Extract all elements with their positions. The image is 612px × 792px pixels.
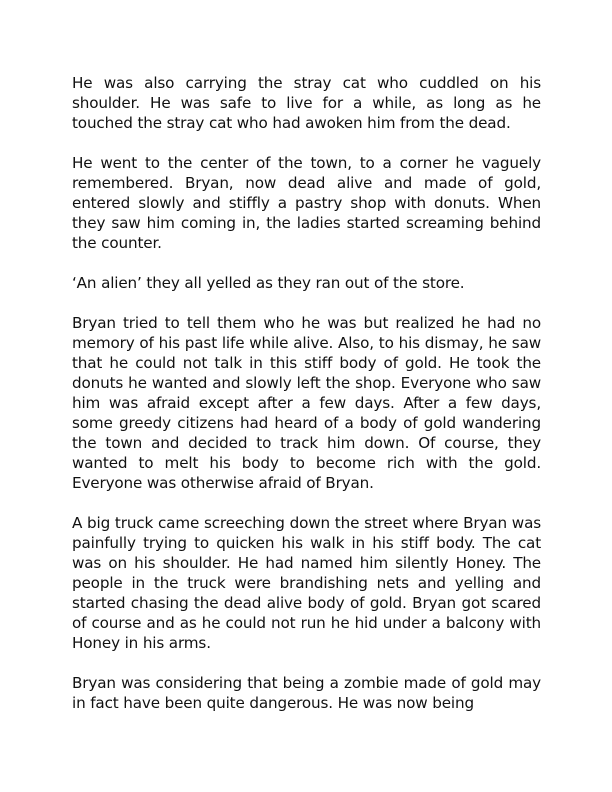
paragraph-1: He was also carrying the stray cat who cuddled on his shoulder. He was safe to live for a while, as long as he touched the stray cat who had awoken him from the dead.: [72, 74, 541, 132]
paragraph-4: Bryan tried to tell them who he was but realized he had no memory of his past life while alive. Also, to his dismay, he saw that he could not talk in this stiff body of gold. He took the donuts he wanted and slowly left the shop. Everyone who saw him was afraid except after a few days. After a few days, some greedy citizens had heard of a body of gold wandering the town and decided to track him down. Of course, they wanted to melt his body to become rich with the gold. Everyone was otherwise afraid of Bryan.: [72, 314, 541, 492]
paragraph-2: He went to the center of the town, to a corner he vaguely remembered. Bryan, now dead alive and made of gold, entered slowly and stiffly a pastry shop with donuts. When they saw him coming in, the ladies started screaming behind the counter.: [72, 154, 541, 252]
paragraph-5: A big truck came screeching down the street where Bryan was painfully trying to quicken his walk in his stiff body. The cat was on his shoulder. He had named him silently Honey. The people in the truck were brandishing nets and yelling and started chasing the dead alive body of gold. Bryan got scared of course and as he could not run he hid under a balcony with Honey in his arms.: [72, 514, 541, 652]
paragraph-3: ‘An alien’ they all yelled as they ran out of the store.: [72, 274, 465, 292]
document-body: [72, 73, 541, 733]
paragraph-6: Bryan was considering that being a zombie made of gold may in fact have been quite dangerous. He was now being: [72, 674, 541, 712]
